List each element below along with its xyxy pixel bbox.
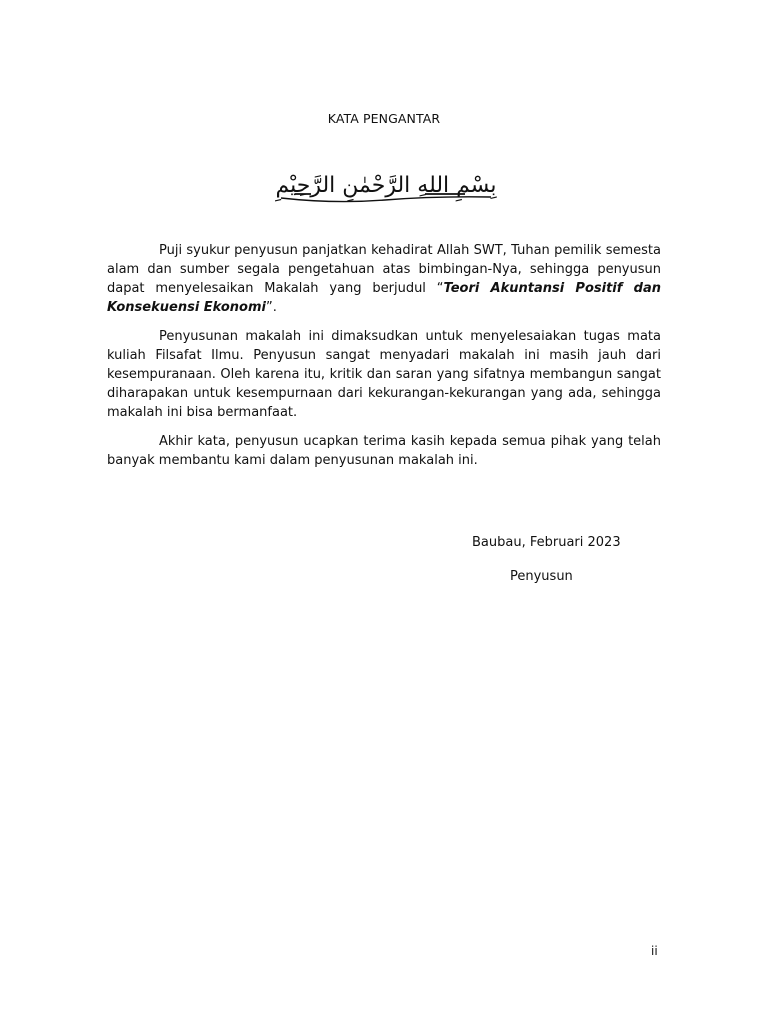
place-date: Baubau, Februari 2023 — [472, 535, 621, 550]
paragraph-closing — [107, 432, 661, 470]
paragraph-purpose-text: Penyusunan makalah ini dimaksudkan untuk menyelesaiakan tugas mata kuliah Filsafat Ilmu. Penyusun sangat menyadari makalah ini masih jauh dari kesempuranaan. Oleh karena itu, kritik dan saran yang sifatnya membangun sangat diharapakan untuk kesempurnaan dari kekurangan-kekurangan yang ada, sehingga makalah ini bisa bermanfaat. — [107, 329, 661, 420]
paragraph-opening-end: ”. — [265, 300, 277, 315]
basmala-calligraphy — [275, 160, 497, 206]
paragraph-opening-text: Puji syukur penyusun panjatkan kehadirat Allah SWT, Tuhan pemilik semesta alam dan sumber segala pengetahuan atas bimbingan-Nya, sehingga penyusun dapat menyelesaikan Makalah yang berjudul “ — [107, 243, 661, 296]
paragraph-closing-text: Akhir kata, penyusun ucapkan terima kasih kepada semua pihak yang telah banyak membantu kami dalam penyusunan makalah ini. — [107, 434, 661, 468]
paragraph-purpose — [107, 327, 661, 422]
author-signature: Penyusun — [510, 569, 573, 584]
paragraph-opening — [107, 241, 661, 317]
page-number: ii — [651, 944, 658, 958]
page-title: KATA PENGANTAR — [327, 111, 441, 126]
paper-title-emphasis: Teori Akuntansi Positif dan Konsekuensi Ekonomi — [107, 281, 661, 315]
basmala-text: بِسْمِ اللهِ الرَّحْمٰنِ الرَّحِيْمِ — [275, 173, 497, 198]
